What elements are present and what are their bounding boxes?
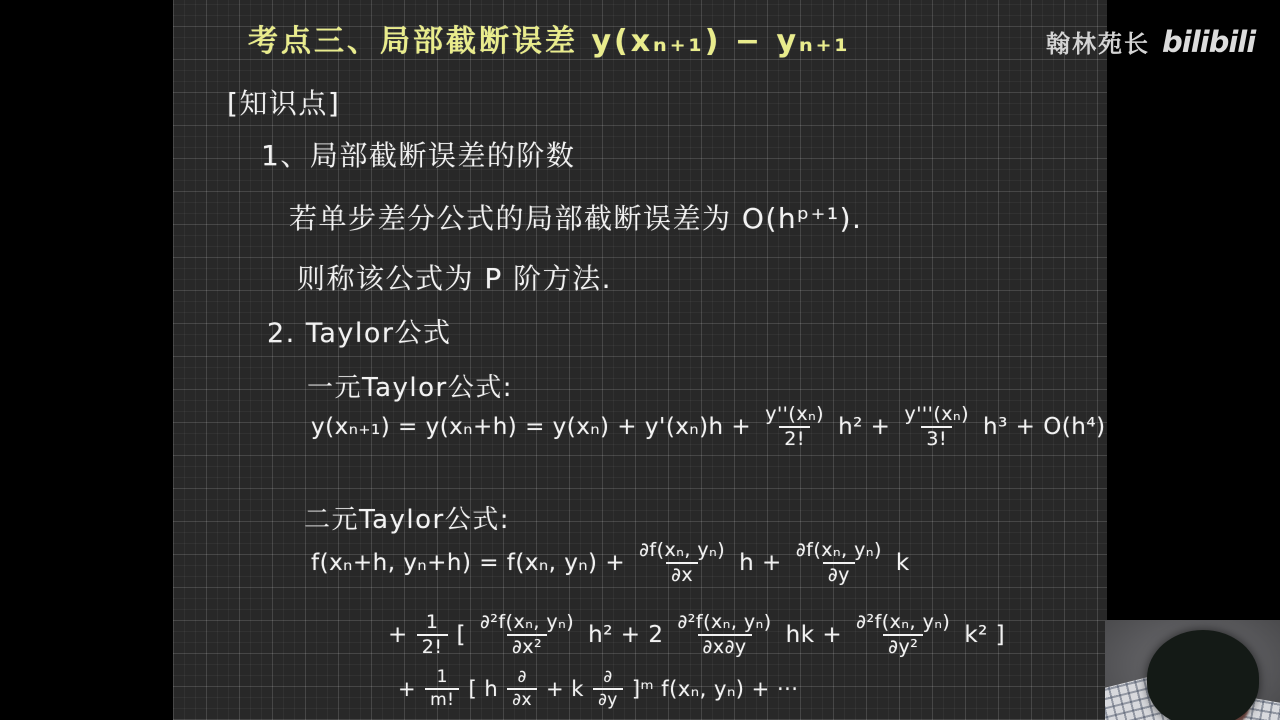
item2-title: 2. Taylor公式 bbox=[267, 318, 452, 349]
bilibili-logo: bilibili bbox=[1162, 24, 1256, 59]
formula-text: + k bbox=[546, 677, 584, 702]
formula-text: y(xₙ₊₁) = y(xₙ+h) = y(xₙ) + y'(xₙ)h + bbox=[311, 414, 752, 441]
fraction-denominator: ∂x² bbox=[507, 634, 547, 659]
formula-text: h + bbox=[739, 550, 782, 577]
fraction-numerator: 1 bbox=[425, 611, 439, 633]
fraction bbox=[669, 612, 779, 659]
fraction bbox=[414, 612, 451, 659]
presenter-webcam-overlay bbox=[1105, 620, 1280, 720]
fraction bbox=[590, 668, 626, 710]
channel-watermark bbox=[1046, 24, 1255, 59]
fraction-numerator: ∂²f(xₙ, yₙ) bbox=[479, 611, 575, 633]
fraction-numerator: ∂ bbox=[603, 667, 613, 687]
formula-text: + bbox=[388, 622, 408, 649]
item1-title: 1、局部截断误差的阶数 bbox=[261, 139, 576, 172]
fraction-denominator: m! bbox=[425, 688, 459, 711]
formula-text: h² + bbox=[838, 414, 891, 441]
presenter-hair bbox=[1147, 630, 1259, 720]
fraction bbox=[631, 540, 733, 587]
bivariate-taylor-formula-line3 bbox=[395, 668, 801, 710]
bivariate-taylor-label: 二元Taylor公式: bbox=[304, 505, 510, 535]
formula-text: k bbox=[895, 550, 910, 577]
formula-text: + bbox=[398, 677, 417, 702]
formula-text: hk + bbox=[785, 622, 843, 649]
fraction-numerator: ∂f(xₙ, yₙ) bbox=[639, 539, 726, 561]
bivariate-taylor-formula-line1 bbox=[308, 540, 913, 587]
bivariate-taylor-formula-line2 bbox=[385, 612, 1008, 659]
formula-text: k² ] bbox=[964, 622, 1006, 649]
fraction-numerator: ∂²f(xₙ, yₙ) bbox=[856, 611, 951, 633]
formula-text: ]ᵐ f(xₙ, yₙ) + ··· bbox=[631, 677, 799, 702]
lesson-title: 考点三、局部截断误差 y(xₙ₊₁) − yₙ₊₁ bbox=[248, 24, 851, 59]
fraction bbox=[788, 540, 890, 587]
fraction bbox=[848, 612, 958, 659]
fraction bbox=[757, 404, 832, 451]
formula-text: h² + 2 bbox=[588, 622, 664, 649]
univariate-taylor-label: 一元Taylor公式: bbox=[307, 373, 513, 403]
fraction-denominator: ∂x bbox=[666, 562, 698, 587]
fraction-denominator: ∂x∂y bbox=[698, 634, 752, 659]
fraction-denominator: ∂y² bbox=[883, 634, 923, 659]
fraction bbox=[422, 668, 462, 710]
fraction-denominator: 2! bbox=[417, 634, 448, 659]
fraction-numerator: ∂²f(xₙ, yₙ) bbox=[677, 611, 772, 633]
fraction-numerator: ∂ bbox=[517, 667, 527, 687]
fraction-denominator: ∂y bbox=[823, 562, 855, 587]
channel-name: 翰林苑长 bbox=[1046, 30, 1150, 58]
fraction-numerator: ∂f(xₙ, yₙ) bbox=[795, 539, 882, 561]
fraction-denominator: ∂x bbox=[507, 688, 537, 711]
formula-text: [ h bbox=[468, 677, 499, 702]
fraction-denominator: ∂y bbox=[593, 688, 623, 711]
fraction-numerator: y'''(xₙ) bbox=[904, 403, 970, 425]
fraction bbox=[504, 668, 540, 710]
formula-text: f(xₙ+h, yₙ+h) = f(xₙ, yₙ) + bbox=[311, 550, 626, 577]
formula-text: [ bbox=[456, 622, 466, 649]
fraction-numerator: 1 bbox=[436, 667, 448, 687]
item1-line1: 若单步差分公式的局部截断误差为 O(hᵖ⁺¹). bbox=[289, 202, 863, 235]
formula-text: h³ + O(h⁴) bbox=[983, 414, 1106, 441]
fraction-numerator: y''(xₙ) bbox=[765, 403, 825, 425]
blackboard bbox=[173, 0, 1107, 720]
item1-line2: 则称该公式为 P 阶方法. bbox=[297, 262, 613, 295]
fraction bbox=[472, 612, 582, 659]
univariate-taylor-formula bbox=[308, 404, 1109, 451]
knowledge-points-header: [知识点] bbox=[227, 87, 341, 120]
fraction-denominator: 2! bbox=[779, 426, 810, 451]
fraction bbox=[896, 404, 977, 451]
fraction-denominator: 3! bbox=[921, 426, 952, 451]
